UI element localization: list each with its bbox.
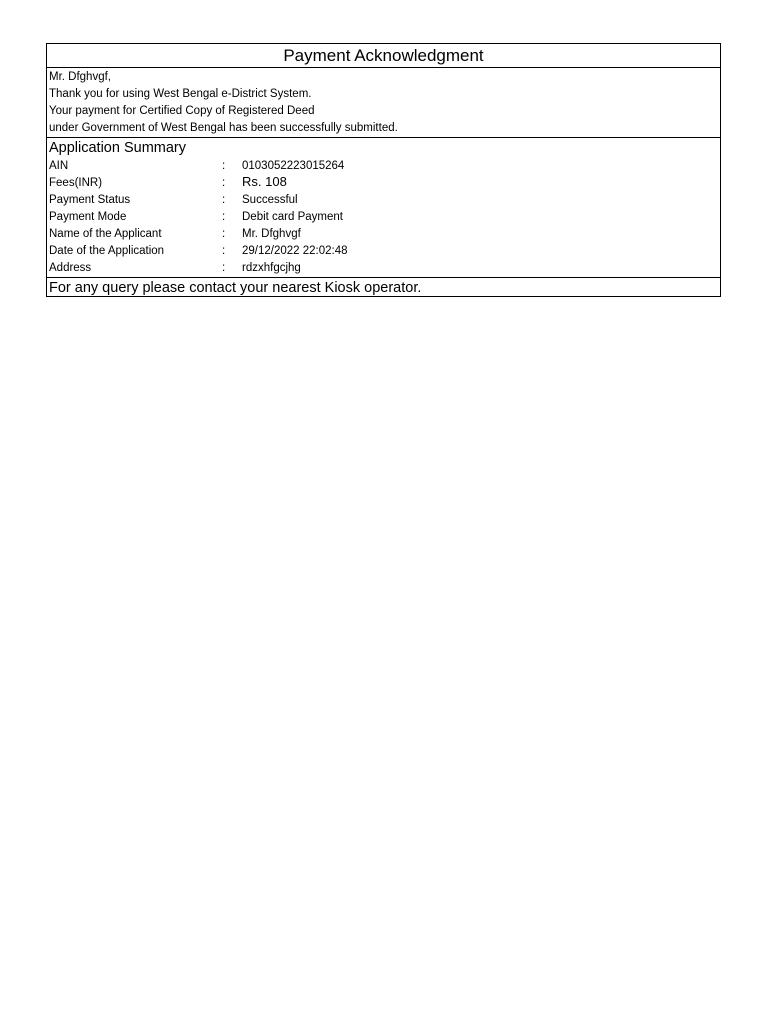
payment-acknowledgment-receipt	[46, 43, 721, 297]
row-separator: :	[222, 177, 226, 189]
summary-row-payment-mode	[49, 209, 720, 226]
row-value: rdzxhfgcjhg	[242, 262, 301, 274]
summary-heading: Application Summary	[49, 140, 186, 156]
row-label: Address	[49, 262, 92, 274]
row-value: Rs. 108	[242, 174, 287, 189]
summary-row-applicant-name	[49, 226, 720, 243]
row-value: Successful	[242, 194, 298, 206]
row-separator: :	[222, 160, 226, 172]
salutation: Mr. Dfghvgf,	[49, 71, 111, 83]
row-separator: :	[222, 228, 226, 240]
summary-row-payment-status	[49, 192, 720, 209]
row-value: Debit card Payment	[242, 211, 343, 223]
row-value: 0103052223015264	[242, 160, 345, 172]
page-title: Payment Acknowledgment	[47, 44, 720, 68]
footer-contact-note: For any query please contact your nearest Kiosk operator.	[49, 280, 422, 296]
row-separator: :	[222, 211, 226, 223]
summary-row-address	[49, 260, 720, 277]
intro-line-1: Thank you for using West Bengal e-District System.	[49, 88, 312, 100]
application-summary	[47, 138, 720, 278]
row-value: Mr. Dfghvgf	[242, 228, 301, 240]
intro-line-3: under Government of West Bengal has been successfully submitted.	[49, 122, 398, 134]
row-separator: :	[222, 194, 226, 206]
intro-line-2: Your payment for Certified Copy of Registered Deed	[49, 105, 315, 117]
summary-row-fees	[49, 175, 720, 192]
row-value: 29/12/2022 22:02:48	[242, 245, 348, 257]
row-label: Payment Status	[49, 194, 131, 206]
row-label: Fees(INR)	[49, 177, 103, 189]
row-label: AIN	[49, 160, 69, 172]
row-label: Payment Mode	[49, 211, 127, 223]
row-separator: :	[222, 262, 226, 274]
intro-message	[47, 68, 720, 138]
row-label: Date of the Application	[49, 245, 165, 257]
row-label: Name of the Applicant	[49, 228, 162, 240]
summary-row-application-date	[49, 243, 720, 260]
row-separator: :	[222, 245, 226, 257]
